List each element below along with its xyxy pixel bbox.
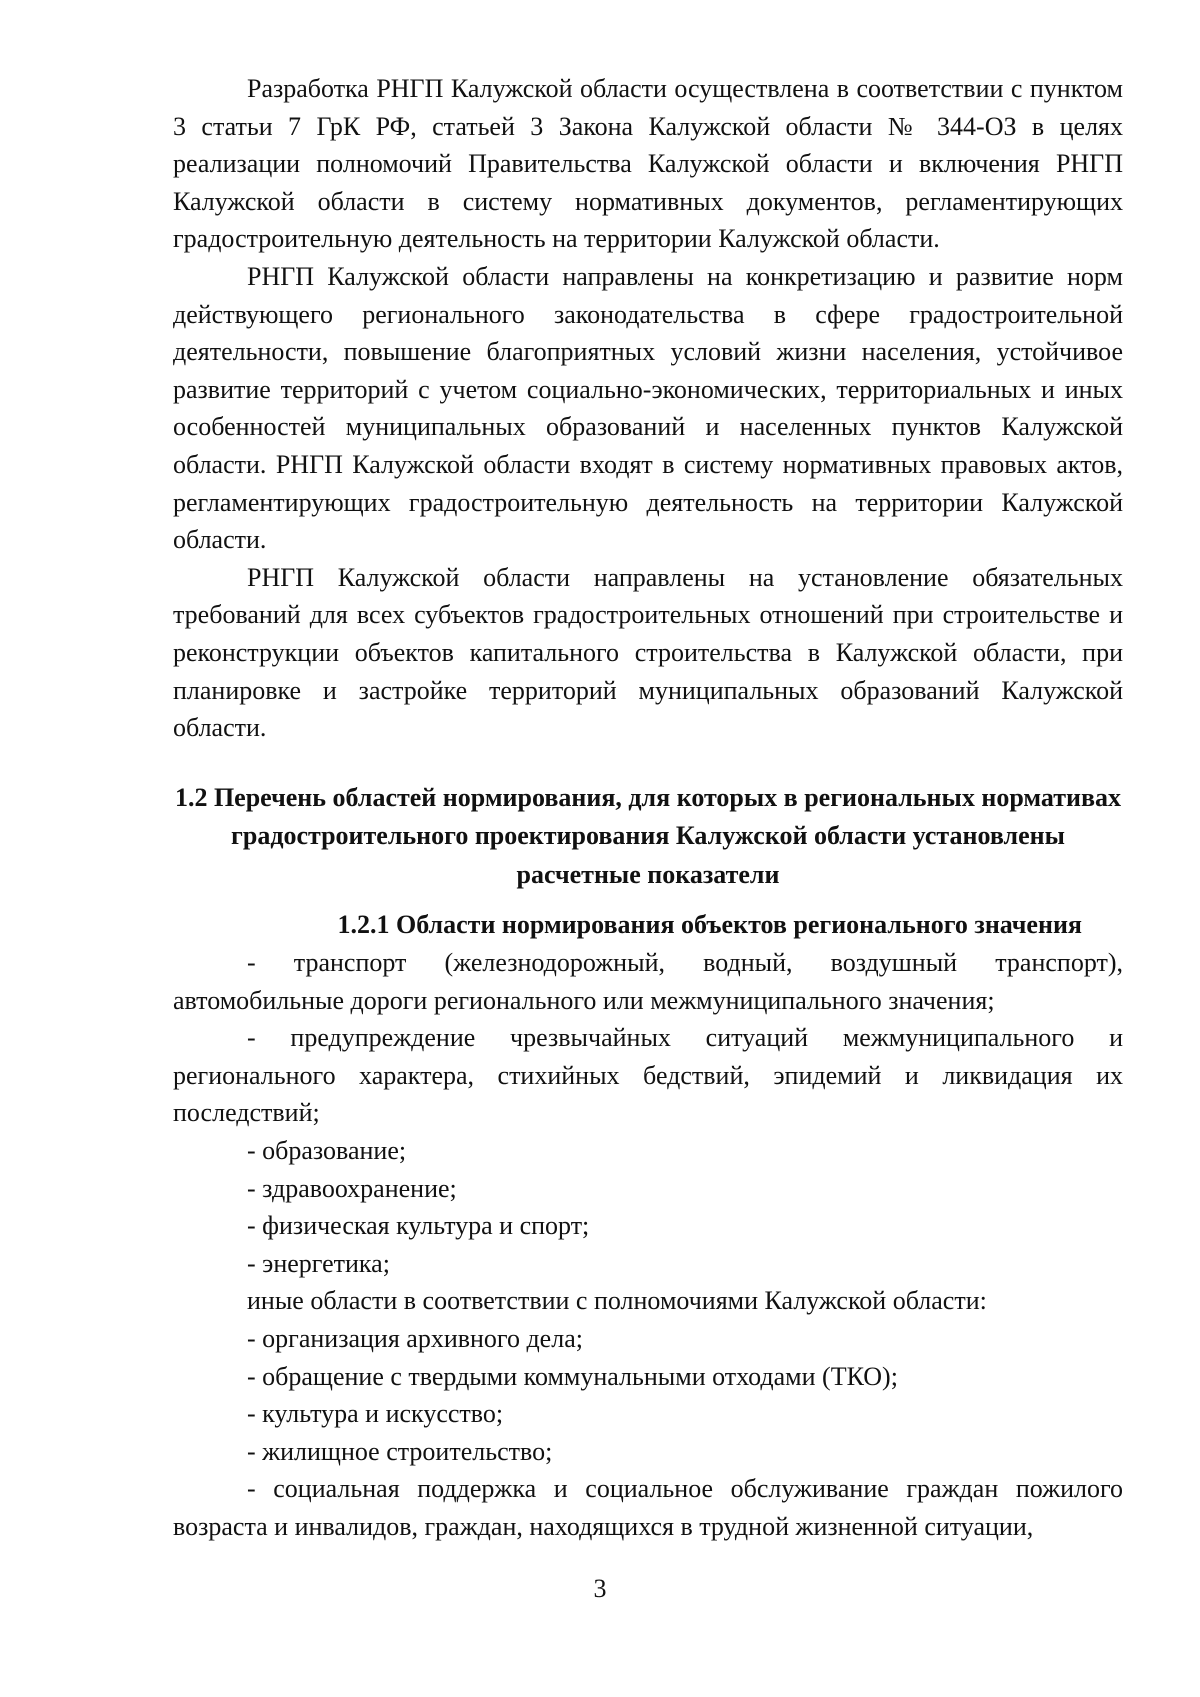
list-item: - культура и искусство; bbox=[247, 1399, 504, 1429]
list-item: - жилищное строительство; bbox=[247, 1436, 553, 1466]
list-item: - транспорт (железнодорожный, водный, воздушный транспорт), автомобильные дороги регионального или межмуниципального значения; bbox=[173, 948, 1123, 1015]
list-item: - здравоохранение; bbox=[247, 1173, 457, 1203]
section-heading: 1.2 Перечень областей нормирования, для которых в региональных нормативах градостроительного проектирования Калужской области установлены расчетные показатели bbox=[174, 782, 1122, 889]
list-item: - физическая культура и спорт; bbox=[247, 1211, 590, 1241]
list-item: - организация архивного дела; bbox=[247, 1324, 583, 1353]
list-item: - социальная поддержка и социальное обслуживание граждан пожилого возраста и инвалидов, граждан, находящихся в трудной жизненной ситуации, bbox=[173, 1474, 1123, 1541]
list-item: - обращение с твердыми коммунальными отходами (ТКО); bbox=[247, 1361, 898, 1391]
paragraph-2: РНГП Калужской области направлены на конкретизацию и развитие норм действующего регионального законодательства в сфере градостроительной деятельности, повышение благоприятных условий жизни населения, устойчивое развитие территорий с учетом социально-экономических, территориальных и иных особенностей муниципальных образований и населенных пунктов Калужской области. РНГП Калужской области входят в систему нормативных правовых актов, регламентирующих градостроительную деятельность на территории Калужской области. bbox=[173, 261, 1123, 555]
list-item: - образование; bbox=[247, 1136, 407, 1166]
paragraph-3: РНГП Калужской области направлены на установление обязательных требований для всех субъектов градостроительных отношений при строительстве и реконструкции объектов капитального строительства в Калужской области, при планировке и застройке территорий муниципальных образований Калужской области. bbox=[173, 562, 1123, 743]
list-item: - энергетика; bbox=[247, 1248, 390, 1278]
list-item: - предупреждение чрезвычайных ситуаций межмуниципального и регионального характера, стихийных бедствий, эпидемий и ликвидация их последствий; bbox=[173, 1023, 1123, 1128]
list-item: иные области в соответствии с полномочиями Калужской области: bbox=[247, 1286, 987, 1316]
page-number: 3 bbox=[593, 1574, 607, 1603]
subsection-heading: 1.2.1 Области нормирования объектов регионального значения bbox=[337, 910, 1082, 940]
page-content bbox=[173, 70, 1123, 1546]
paragraph-1: Разработка РНГП Калужской области осуществлена в соответствии с пунктом 3 статьи 7 ГрК РФ, статьей 3 Закона Калужской области № 344-ОЗ в целях реализации полномочий Правительства Калужской области и включения РНГП Калужской области в систему нормативных документов, регламентирующих градостроительную деятельность на территории Калужской области. bbox=[173, 74, 1123, 254]
